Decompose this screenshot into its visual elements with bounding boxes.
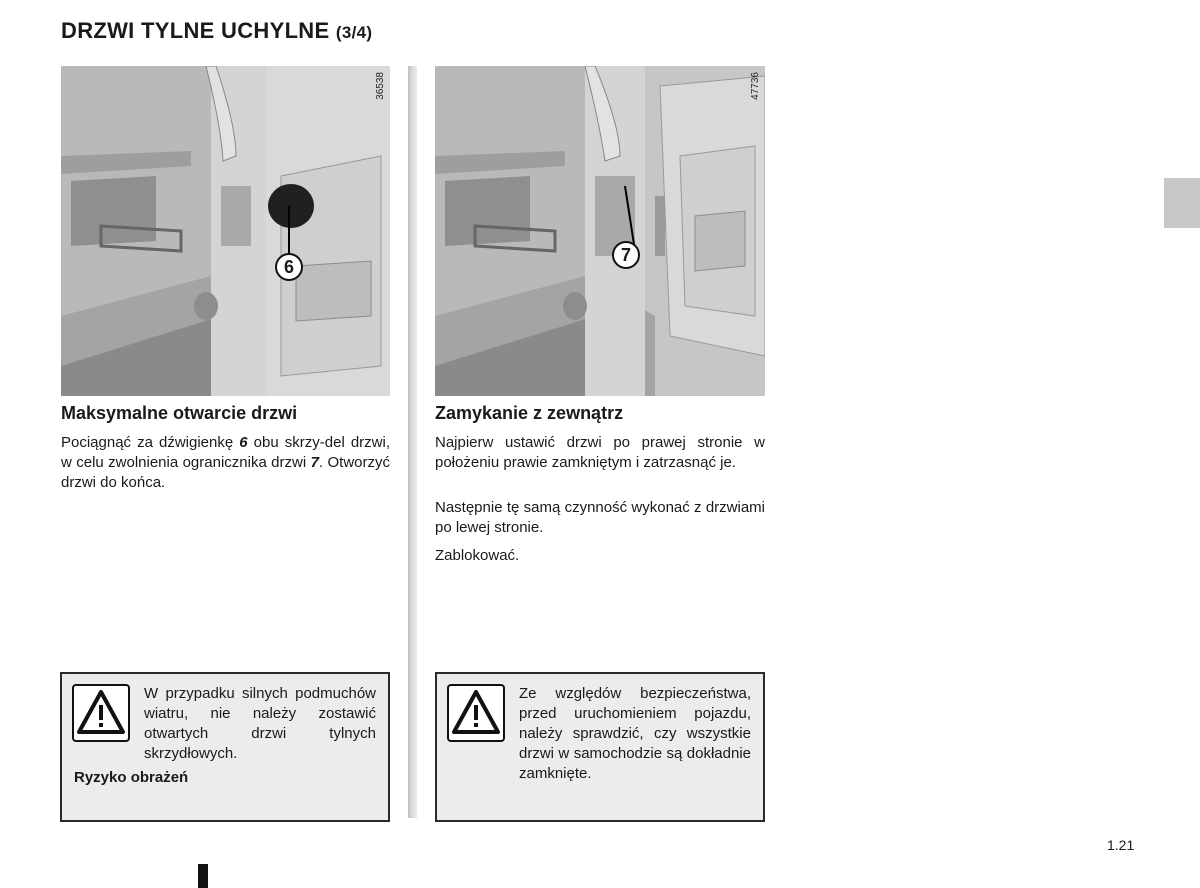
ref-callout-6: 6 <box>239 434 248 451</box>
page-title-suffix: (3/4) <box>335 23 373 42</box>
chapter-tab <box>1164 178 1200 228</box>
warning-triangle-icon <box>72 684 130 742</box>
callout-6: 6 <box>275 253 303 281</box>
section-heading-close-outside: Zamykanie z zewnątrz <box>435 403 624 423</box>
figure-door-lever <box>61 66 390 396</box>
column-divider <box>408 66 417 818</box>
ref-callout-7: 7 <box>310 454 319 471</box>
warning-box-wind <box>60 672 390 822</box>
print-mark <box>198 864 208 888</box>
max-opening-text-3: . Otworzyć drzwi do końca. <box>61 454 390 491</box>
callout-7: 7 <box>612 241 640 269</box>
warning-triangle-icon <box>447 684 505 742</box>
figure-door-lever-illustration <box>61 66 390 396</box>
section-heading-max-opening: Maksymalne otwarcie drzwi <box>61 403 298 423</box>
close-outside-paragraph-3: Zablokować. <box>435 547 520 564</box>
warning-box-doors-closed <box>435 672 765 822</box>
close-outside-paragraph-2: Następnie tę samą czynność wykonać z drzwiami po lewej stronie. <box>435 499 765 536</box>
warning-wind-bold: Ryzyko obrażeń <box>74 769 189 786</box>
figure-door-stop <box>435 66 765 396</box>
close-outside-paragraph-1: Najpierw ustawić drzwi po prawej stronie w położeniu prawie zamkniętym i zatrzasnąć je. <box>435 434 765 471</box>
max-opening-paragraph <box>61 433 390 493</box>
page-title-text: DRZWI TYLNE UCHYLNE <box>61 18 330 43</box>
figure-door-stop-illustration <box>435 66 765 396</box>
warning-wind-text: W przypadku silnych podmuchów wiatru, nie należy zostawić otwartych drzwi tylnych skrzydłowych. <box>144 685 376 762</box>
page-number: 1.21 <box>1107 837 1135 853</box>
max-opening-text-2: obu skrzy-del drzwi, w celu zwolnienia ogranicznika drzwi <box>61 434 390 471</box>
figure-code-label: 47736 <box>750 72 761 100</box>
max-opening-text-1: Pociągnąć za dźwigienkę <box>61 434 240 451</box>
page-title <box>61 18 372 44</box>
figure-code-label: 36538 <box>375 72 386 100</box>
warning-doors-text: Ze względów bezpieczeństwa, przed uruchomieniem pojazdu, należy sprawdzić, czy wszystkie drzwi w samochodzie są dokładnie zamknięte. <box>519 685 751 782</box>
